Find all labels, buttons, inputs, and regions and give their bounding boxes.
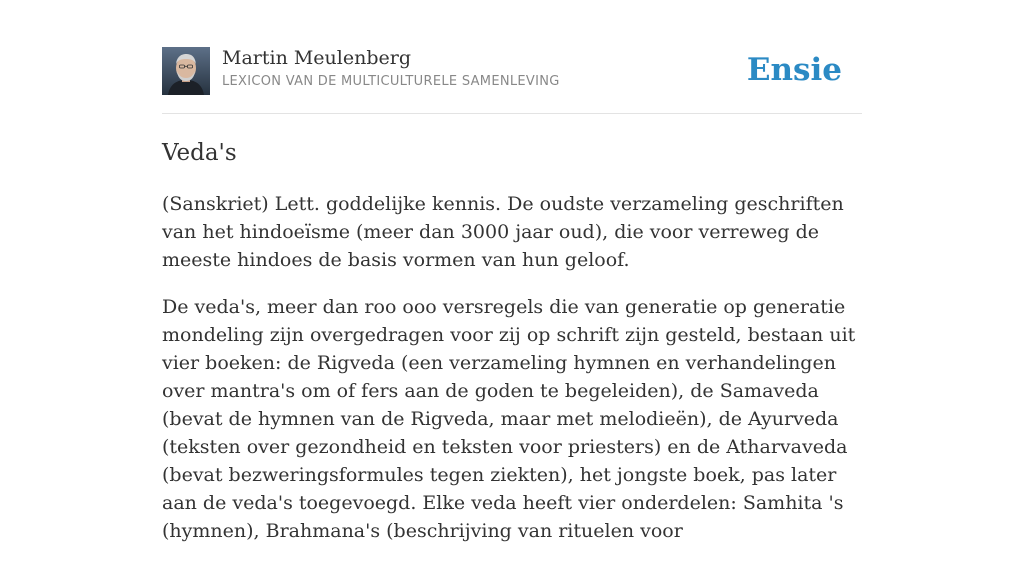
paragraph: De veda's, meer dan roo ooo versregels die van generatie op generatie mondeling zijn overgedragen voor zij op schrift zijn gesteld, bestaan uit vier boeken: de Rigveda (een verzameling hymnen en verhandelingen over mantra's om of fers aan de goden te begeleiden), de Samaveda (bevat de hymnen van de Rigveda, maar met melodieën), de Ayurveda (teksten over gezondheid en teksten voor priesters) en de Atharvaveda (bevat bezweringsformules tegen ziekten), het jongste boek, pas later aan de veda's toegevoegd. Elke veda heeft vier onderdelen: Samhita 's (hymnen), Brahmana's (beschrijving van rituelen voor <box>162 296 856 542</box>
paragraph: (Sanskriet) Lett. goddelijke kennis. De oudste verzameling geschriften van het hindoeïsme (meer dan 3000 jaar oud), die voor verreweg de meeste hindoes de basis vormen van hun geloof. <box>162 193 844 271</box>
article-body <box>162 190 867 564</box>
ensie-logo[interactable]: Ensie <box>746 52 842 88</box>
author-photo <box>162 47 210 95</box>
article-header <box>162 46 862 96</box>
publication-name[interactable]: LEXICON VAN DE MULTICULTURELE SAMENLEVING <box>222 74 560 89</box>
header-divider <box>162 113 862 114</box>
avatar[interactable] <box>162 47 210 95</box>
article-title: Veda's <box>162 140 237 166</box>
author-name[interactable]: Martin Meulenberg <box>222 47 411 69</box>
